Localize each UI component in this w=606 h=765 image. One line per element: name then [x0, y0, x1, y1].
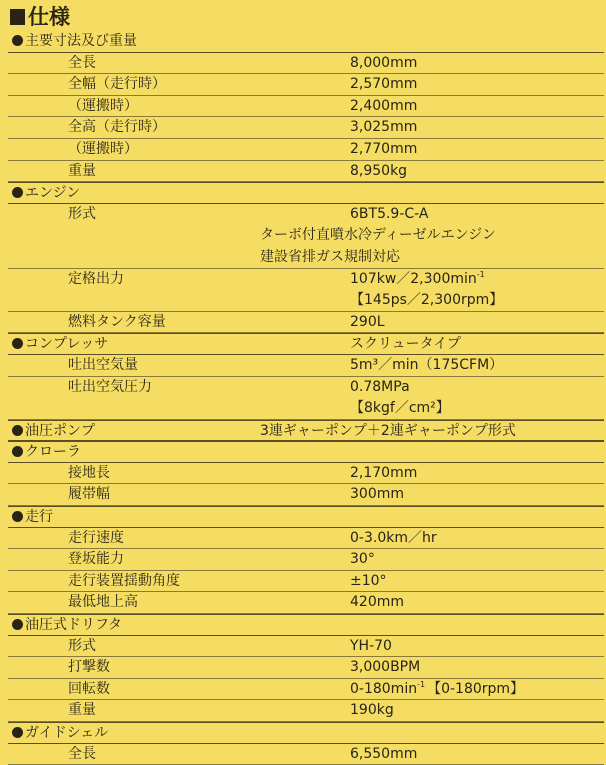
spec-row: [8, 700, 604, 722]
bullet-icon: [12, 727, 23, 738]
spec-row: [8, 657, 604, 679]
spec-value: [350, 53, 417, 74]
section-header-row: [8, 441, 604, 463]
label-text: 走行速度: [68, 529, 124, 546]
spec-label: [68, 679, 110, 700]
spec-value: [350, 74, 417, 95]
value-text: 8,000mm: [350, 54, 418, 71]
spec-label: [68, 744, 96, 765]
label-text: 吐出空気圧力: [68, 378, 152, 395]
spec-label: [68, 96, 138, 117]
square-bullet-icon: [10, 9, 25, 25]
value-text: 2,770mm: [350, 140, 418, 157]
spec-row: [8, 247, 604, 269]
spec-value: [350, 463, 417, 484]
value-text: 0-180min: [350, 680, 418, 697]
spec-label: [68, 636, 96, 657]
value-text: 30°: [350, 551, 375, 568]
spec-row: [8, 592, 604, 614]
bullet-icon: [12, 425, 23, 436]
bullet-icon: [12, 187, 23, 198]
spec-row: [8, 679, 604, 701]
spec-value: [350, 592, 404, 613]
value-text: 107kw／2,300min: [350, 270, 477, 287]
page-title: [10, 4, 70, 30]
spec-row: [8, 312, 604, 334]
value-text: 【145ps／2,300rpm】: [350, 292, 504, 309]
label-text: 登坂能力: [68, 551, 124, 568]
value-text: ターボ付直噴水冷ディーゼルエンジン: [260, 227, 496, 244]
spec-value: [350, 269, 485, 290]
value-text: 3連ギャーポンプ＋2連ギャーポンプ形式: [260, 422, 516, 439]
spec-label: [68, 700, 96, 721]
spec-value: [350, 571, 387, 592]
label-text: 全長: [68, 54, 96, 71]
spec-value: [350, 528, 437, 549]
spec-label: [68, 204, 96, 225]
spec-label: [68, 463, 110, 484]
label-text: 形式: [68, 205, 96, 222]
spec-label: [68, 161, 96, 182]
spec-row: [8, 571, 604, 593]
label-text: 重量: [68, 162, 96, 179]
value-text: 【8kgf／cm²】: [350, 400, 450, 417]
section-header-row: [8, 614, 604, 636]
spec-row: [8, 355, 604, 377]
value-text: 建設省排ガス規制対応: [260, 248, 400, 265]
label-text: 回転数: [68, 680, 110, 697]
spec-row: [8, 53, 604, 75]
spec-value: [350, 398, 450, 419]
label-text: （運搬時）: [68, 140, 138, 157]
section-label: [12, 615, 122, 636]
spec-row: [8, 484, 604, 506]
value-text: 8,950kg: [350, 162, 408, 179]
spec-label: [68, 312, 166, 333]
label-text: 全高（走行時）: [68, 119, 166, 136]
label-text: 打撃数: [68, 659, 110, 676]
spec-row: [8, 74, 604, 96]
spec-label: [68, 484, 110, 505]
spec-label: [68, 549, 124, 570]
spec-row: [8, 528, 604, 550]
spec-row: [8, 377, 604, 399]
spec-value: [350, 290, 503, 311]
spec-label: [68, 53, 96, 74]
value-text: YH-70: [350, 637, 392, 654]
spec-row: [8, 290, 604, 312]
spec-row: [8, 139, 604, 161]
section-header-row: [8, 182, 604, 204]
label-text: コンプレッサ: [25, 336, 109, 353]
section-label: [12, 334, 108, 355]
spec-row: [8, 96, 604, 118]
spec-label: [68, 657, 110, 678]
label-text: （運搬時）: [68, 97, 138, 114]
spec-table: [8, 31, 604, 765]
label-text: 定格出力: [68, 270, 124, 287]
bullet-icon: [12, 511, 23, 522]
spec-value: [350, 377, 410, 398]
label-text: 燃料タンク容量: [68, 313, 166, 330]
spec-row: [8, 549, 604, 571]
spec-label: [68, 377, 152, 398]
section-header-row: [8, 420, 604, 442]
spec-value: [350, 744, 417, 765]
value-text: 190kg: [350, 702, 394, 719]
value-text: 420mm: [350, 594, 404, 611]
section-header-row: [8, 333, 604, 355]
spec-value: [350, 334, 461, 355]
label-text: 走行: [25, 509, 53, 526]
label-text: ガイドシェル: [25, 725, 109, 741]
label-text: 重量: [68, 702, 96, 719]
value-text: 0.78MPa: [350, 378, 410, 395]
value-text: 2,170mm: [350, 464, 418, 481]
label-text: エンジン: [25, 185, 81, 202]
spec-row: [8, 398, 604, 420]
spec-value: [350, 139, 417, 160]
spec-label: [68, 571, 180, 592]
spec-row: [8, 117, 604, 139]
spec-value: [260, 421, 516, 442]
spec-label: [68, 117, 166, 138]
spec-value: [350, 679, 524, 700]
section-header-row: [8, 31, 604, 53]
spec-label: [68, 355, 138, 376]
section-label: [12, 183, 80, 204]
label-text: 最低地上高: [68, 594, 138, 611]
bullet-icon: [12, 446, 23, 457]
value-text: 6,550mm: [350, 745, 418, 762]
spec-value: [350, 636, 392, 657]
spec-row: [8, 636, 604, 658]
value-suffix: 【0-180rpm】: [427, 680, 525, 697]
section-label: [12, 442, 81, 463]
bullet-icon: [12, 35, 23, 46]
section-label: [12, 31, 137, 52]
value-text: 3,025mm: [350, 119, 418, 136]
spec-row: [8, 463, 604, 485]
section-label: [12, 507, 53, 528]
section-header-row: [8, 722, 604, 744]
label-text: 全幅（走行時）: [68, 76, 166, 93]
spec-value: [350, 204, 428, 225]
section-label: [12, 723, 108, 744]
value-text: 2,400mm: [350, 97, 418, 114]
label-text: 全長: [68, 745, 96, 762]
spec-value: [350, 355, 503, 376]
spec-label: [68, 269, 124, 290]
value-text: 290L: [350, 313, 385, 330]
spec-value: [350, 657, 420, 678]
value-text: 6BT5.9-C-A: [350, 205, 429, 222]
spec-row: [8, 744, 604, 765]
spec-row: [8, 161, 604, 183]
value-text: 5m³／min（175CFM）: [350, 356, 504, 373]
spec-row: [8, 225, 604, 247]
spec-value: [260, 225, 496, 246]
section-label: [12, 421, 95, 442]
bullet-icon: [12, 338, 23, 349]
label-text: クローラ: [25, 444, 81, 461]
label-text: 形式: [68, 637, 96, 654]
spec-row: [8, 204, 604, 226]
label-text: 主要寸法及び重量: [25, 33, 137, 49]
spec-value: [350, 484, 404, 505]
value-text: 3,000BPM: [350, 659, 421, 676]
value-text: 2,570mm: [350, 76, 418, 93]
spec-value: [350, 312, 385, 333]
bullet-icon: [12, 619, 23, 630]
value-text: スクリュータイプ: [350, 336, 461, 353]
value-superscript: -1: [417, 679, 426, 689]
spec-value: [260, 247, 400, 268]
label-text: 履帯幅: [68, 486, 110, 503]
spec-value: [350, 117, 417, 138]
section-header-row: [8, 506, 604, 528]
spec-label: [68, 74, 166, 95]
spec-label: [68, 528, 124, 549]
label-text: 走行装置揺動角度: [68, 572, 180, 589]
label-text: 油圧ポンプ: [25, 422, 95, 439]
label-text: 油圧式ドリフタ: [25, 617, 123, 634]
spec-row: [8, 269, 604, 291]
label-text: 接地長: [68, 464, 110, 481]
spec-value: [350, 161, 407, 182]
title-text: 仕様: [28, 5, 70, 29]
spec-label: [68, 592, 138, 613]
spec-label: [68, 139, 138, 160]
label-text: 吐出空気量: [68, 356, 138, 373]
spec-value: [350, 549, 375, 570]
value-text: ±10°: [350, 572, 387, 589]
value-text: 300mm: [350, 486, 404, 503]
spec-value: [350, 700, 394, 721]
value-text: 0-3.0km／hr: [350, 529, 437, 546]
spec-value: [350, 96, 417, 117]
value-superscript: -1: [476, 269, 485, 279]
